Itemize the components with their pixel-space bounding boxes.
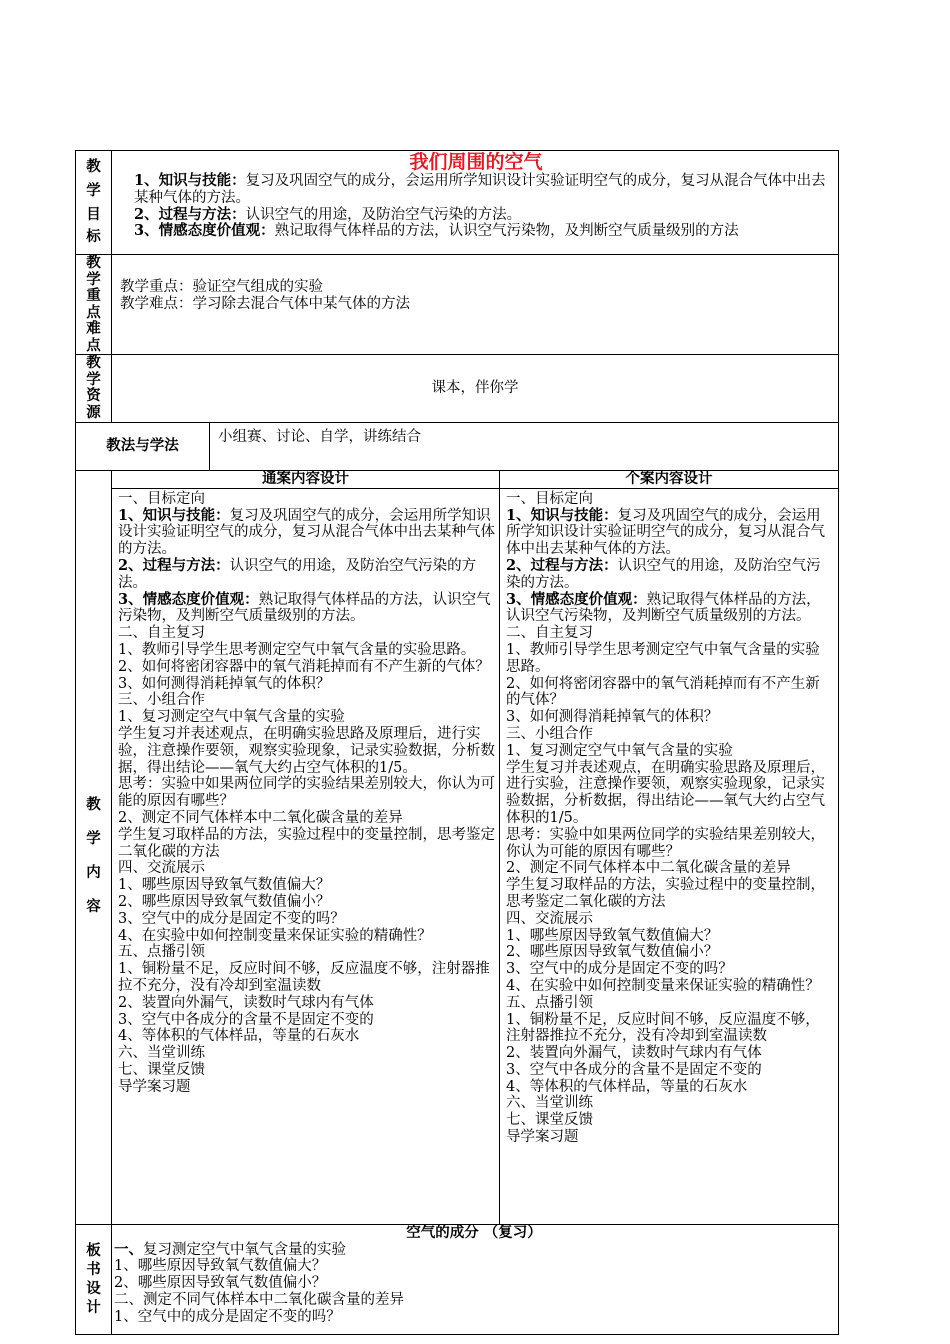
common-line	[118, 1028, 495, 1045]
objectives-label	[76, 151, 112, 255]
individual-line-text: 2、测定不同气体样本中二氧化碳含量的差异	[506, 860, 791, 877]
common-line-text: 四、交流展示	[118, 860, 205, 877]
individual-line-text: 复习及巩固空气的成分，会运用所学知识设计实验证明空气的成分，复习从混合气体中出去某种气体的方法。	[506, 507, 825, 558]
individual-line	[506, 978, 834, 995]
individual-line-heading: 2、过程与方法：	[506, 556, 618, 574]
teaching-focus: 教学重点：验证空气组成的实验	[120, 279, 323, 295]
individual-line-text: 2、如何将密闭容器中的氧气消耗掉而有不产生新的气体？	[506, 675, 820, 709]
common-line	[118, 676, 495, 693]
common-lines	[118, 491, 495, 1096]
board-line-text: 1、哪些原因导致氧气数值偏大？	[114, 1258, 327, 1275]
common-line-text: 复习及巩固空气的成分，会运用所学知识设计实验证明空气的成分，复习从混合气体中出去某种气体的方法。	[118, 507, 495, 558]
methods-label: 教法与学法	[76, 423, 210, 471]
common-line	[118, 1079, 495, 1096]
common-line	[118, 625, 495, 642]
content-header-row	[76, 471, 839, 489]
common-line	[118, 1012, 495, 1029]
common-line	[118, 491, 495, 508]
individual-line-text: 2、装置向外漏气，读数时气球内有气体	[506, 1045, 762, 1062]
board-line-text: 复习测定空气中氧气含量的实验	[143, 1241, 346, 1258]
board-line-heading: 一、	[114, 1240, 143, 1258]
board-line	[114, 1292, 834, 1309]
individual-line-text: 2、哪些原因导致氧气数值偏小？	[506, 944, 719, 961]
individual-line	[506, 1062, 834, 1079]
resources-text: 课本，伴你学	[112, 355, 839, 423]
individual-line	[506, 558, 834, 592]
common-line-text: 三、小组合作	[118, 692, 205, 709]
common-design-column	[112, 488, 500, 1224]
individual-line	[506, 709, 834, 726]
individual-line-text: 认识空气的用途，及防治空气污染的方法。	[506, 557, 821, 591]
common-line-text: 一、目标定向	[118, 490, 205, 507]
individual-line-text: 导学案习题	[506, 1129, 579, 1146]
common-line	[118, 558, 495, 592]
common-line	[118, 877, 495, 894]
resources-label: 教 学 资 源	[76, 355, 112, 423]
key-points-row	[76, 255, 839, 355]
objective-item: 2、过程与方法：认识空气的用途，及防治空气污染的方法。	[134, 205, 522, 223]
individual-line	[506, 726, 834, 743]
individual-line	[506, 995, 834, 1012]
board-line-text: 二、测定不同气体样本中二氧化碳含量的差异	[114, 1291, 404, 1308]
common-line	[118, 592, 495, 626]
lesson-plan	[75, 150, 838, 1335]
common-line-text: 3、如何测得消耗掉氧气的体积？	[118, 675, 331, 692]
individual-line	[506, 1012, 834, 1046]
individual-line	[506, 1129, 834, 1146]
board-line-text: 2、哪些原因导致氧气数值偏小？	[114, 1275, 327, 1292]
objectives-body	[112, 151, 839, 255]
common-line	[118, 961, 495, 995]
common-line-heading: 1、知识与技能：	[118, 506, 230, 524]
individual-line-text: 3、如何测得消耗掉氧气的体积？	[506, 709, 719, 726]
board-row	[76, 1224, 839, 1334]
common-line-text: 1、铜粉量不足，反应时间不够，反应温度不够，注射器推拉不充分，没有冷却到室温读数	[118, 961, 490, 994]
common-line-text: 六、当堂训练	[118, 1045, 205, 1062]
common-line	[118, 709, 495, 726]
individual-line-text: 学生复习并表述观点，在明确实验思路及原理后，进行实验，注意操作要领，观察实验现象，记录实验数据，分析数据，得出结论——氧气大约占空气体积的1/5。	[506, 759, 825, 826]
individual-line	[506, 676, 834, 710]
individual-lines	[506, 491, 834, 1146]
common-line	[118, 659, 495, 676]
individual-line	[506, 743, 834, 760]
individual-line-text: 五、点播引领	[506, 994, 593, 1011]
key-points-label: 教 学 重 点 难 点	[76, 255, 112, 355]
individual-line-text: 4、等体积的气体样品，等量的石灰水	[506, 1078, 748, 1095]
common-line-text: 五、点播引领	[118, 944, 205, 961]
individual-line	[506, 760, 834, 827]
common-line	[118, 944, 495, 961]
individual-line-heading: 1、知识与技能：	[506, 506, 618, 524]
individual-line	[506, 944, 834, 961]
resources-row	[76, 355, 839, 423]
individual-line-text: 1、教师引导学生思考测定空气中氧气含量的实验思路。	[506, 641, 820, 675]
label-char: 学	[86, 182, 101, 199]
objectives-row	[76, 151, 839, 255]
common-line-text: 2、测定不同气体样本中二氧化碳含量的差异	[118, 809, 403, 826]
individual-line	[506, 1079, 834, 1096]
header-common: 通案内容设计	[112, 471, 500, 489]
individual-line-text: 学生复习取样品的方法，实验过程中的变量控制，思考鉴定二氧化碳的方法	[506, 877, 825, 910]
common-line	[118, 642, 495, 659]
objective-item: 3、情感态度价值观：熟记取得气体样品的方法，认识空气污染物，及判断空气质量级别的方法	[134, 222, 739, 240]
individual-line	[506, 961, 834, 978]
individual-line-text: 思考：实验中如果两位同学的实验结果差别较大，你认为可能的原因有哪些？	[506, 826, 825, 860]
methods-text: 小组赛、讨论、自学，讲练结合	[210, 423, 839, 471]
individual-line	[506, 928, 834, 945]
common-line	[118, 508, 495, 558]
common-line-text: 2、如何将密闭容器中的氧气消耗掉而有不产生新的气体？	[118, 658, 490, 675]
common-line-text: 3、空气中的成分是固定不变的吗？	[118, 910, 345, 927]
board-line-text: 1、空气中的成分是固定不变的吗？	[114, 1308, 341, 1325]
individual-line	[506, 642, 834, 676]
lesson-table	[75, 150, 839, 1335]
board-line	[114, 1275, 834, 1292]
common-line-text: 学生复习取样品的方法，实验过程中的变量控制，思考鉴定二氧化碳的方法	[118, 826, 495, 860]
page-title: 我们周围的空气	[409, 151, 543, 173]
content-label: 教 学 内 容	[76, 488, 112, 1224]
common-line-text: 思考：实验中如果两位同学的实验结果差别较大，你认为可能的原因有哪些？	[118, 776, 495, 810]
board-line	[114, 1309, 834, 1326]
individual-design-column	[500, 488, 839, 1224]
common-line-text: 1、复习测定空气中氧气含量的实验	[118, 709, 345, 726]
common-line-text: 二、自主复习	[118, 625, 205, 642]
board-body	[112, 1224, 839, 1334]
common-line	[118, 995, 495, 1012]
common-line	[118, 860, 495, 877]
board-title: 空气的成分 （复习）	[406, 1223, 542, 1241]
individual-line-text: 3、空气中的成分是固定不变的吗？	[506, 961, 733, 978]
individual-line	[506, 860, 834, 877]
board-label: 板 书 设 计	[76, 1224, 112, 1334]
board-lines	[114, 1242, 834, 1326]
individual-line	[506, 508, 834, 558]
individual-line	[506, 491, 834, 508]
board-line	[114, 1258, 834, 1275]
content-row	[76, 488, 839, 1224]
common-line-heading: 3、情感态度价值观：	[118, 590, 259, 608]
common-line	[118, 1062, 495, 1079]
common-line-text: 七、课堂反馈	[118, 1061, 205, 1078]
common-line	[118, 810, 495, 827]
common-line-text: 导学案习题	[118, 1078, 191, 1095]
individual-line	[506, 1045, 834, 1062]
common-line	[118, 692, 495, 709]
common-line	[118, 911, 495, 928]
common-line-text: 4、在实验中如何控制变量来保证实验的精确性？	[118, 927, 432, 944]
common-line	[118, 894, 495, 911]
individual-line-text: 四、交流展示	[506, 910, 593, 927]
common-line-text: 1、哪些原因导致氧气数值偏大？	[118, 877, 331, 894]
individual-line-text: 1、复习测定空气中氧气含量的实验	[506, 742, 733, 759]
individual-line	[506, 877, 834, 911]
header-individual: 个案内容设计	[500, 471, 839, 489]
key-points-body	[112, 255, 839, 355]
individual-line	[506, 625, 834, 642]
individual-line-text: 3、空气中各成分的含量不是固定不变的	[506, 1061, 762, 1078]
teaching-difficulty: 教学难点：学习除去混合气体中某气体的方法	[120, 295, 410, 312]
common-line-heading: 2、过程与方法：	[118, 556, 230, 574]
common-line	[118, 776, 495, 810]
individual-line-text: 七、课堂反馈	[506, 1112, 593, 1129]
common-line-text: 2、哪些原因导致氧气数值偏小？	[118, 893, 331, 910]
individual-line-text: 二、自主复习	[506, 625, 593, 642]
objective-item: 1、知识与技能：复习及巩固空气的成分，会运用所学知识设计实验证明空气的成分，复习从混合气体中出去某种气体的方法。	[134, 172, 826, 206]
common-line	[118, 928, 495, 945]
individual-line-text: 4、在实验中如何控制变量来保证实验的精确性？	[506, 977, 820, 994]
individual-line	[506, 1112, 834, 1129]
common-line-text: 学生复习并表述观点，在明确实验思路及原理后，进行实验，注意操作要领，观察实验现象，记录实验数据，分析数据，得出结论——氧气大约占空气体积的1/5。	[118, 725, 495, 776]
common-line	[118, 726, 495, 776]
common-line-text: 3、空气中各成分的含量不是固定不变的	[118, 1011, 374, 1028]
common-line	[118, 827, 495, 861]
common-line-text: 熟记取得气体样品的方法，认识空气污染物，及判断空气质量级别的方法。	[118, 591, 491, 625]
common-line-text: 2、装置向外漏气，读数时气球内有气体	[118, 994, 374, 1011]
individual-line-text: 六、当堂训练	[506, 1095, 593, 1112]
individual-line	[506, 911, 834, 928]
individual-line-heading: 3、情感态度价值观：	[506, 590, 647, 608]
label-char: 标	[86, 228, 101, 245]
common-line-text: 4、等体积的气体样品，等量的石灰水	[118, 1028, 360, 1045]
individual-line-text: 1、铜粉量不足，反应时间不够，反应温度不够，注射器推拉不充分，没有冷却到室温读数	[506, 1011, 820, 1045]
label-char: 目	[86, 206, 101, 223]
individual-line-text: 熟记取得气体样品的方法，认识空气污染物，及判断空气质量级别的方法。	[506, 591, 821, 625]
individual-line	[506, 1095, 834, 1112]
individual-line-text: 一、目标定向	[506, 490, 593, 507]
methods-row	[76, 423, 839, 471]
individual-line	[506, 592, 834, 626]
common-line-text: 1、教师引导学生思考测定空气中氧气含量的实验思路。	[118, 641, 476, 658]
board-line	[114, 1242, 834, 1259]
individual-line-text: 1、哪些原因导致氧气数值偏大？	[506, 927, 719, 944]
common-line-text: 认识空气的用途，及防治空气污染的方法。	[118, 557, 477, 591]
label-char: 教	[86, 158, 101, 175]
individual-line	[506, 827, 834, 861]
individual-line-text: 三、小组合作	[506, 725, 593, 742]
common-line	[118, 1045, 495, 1062]
